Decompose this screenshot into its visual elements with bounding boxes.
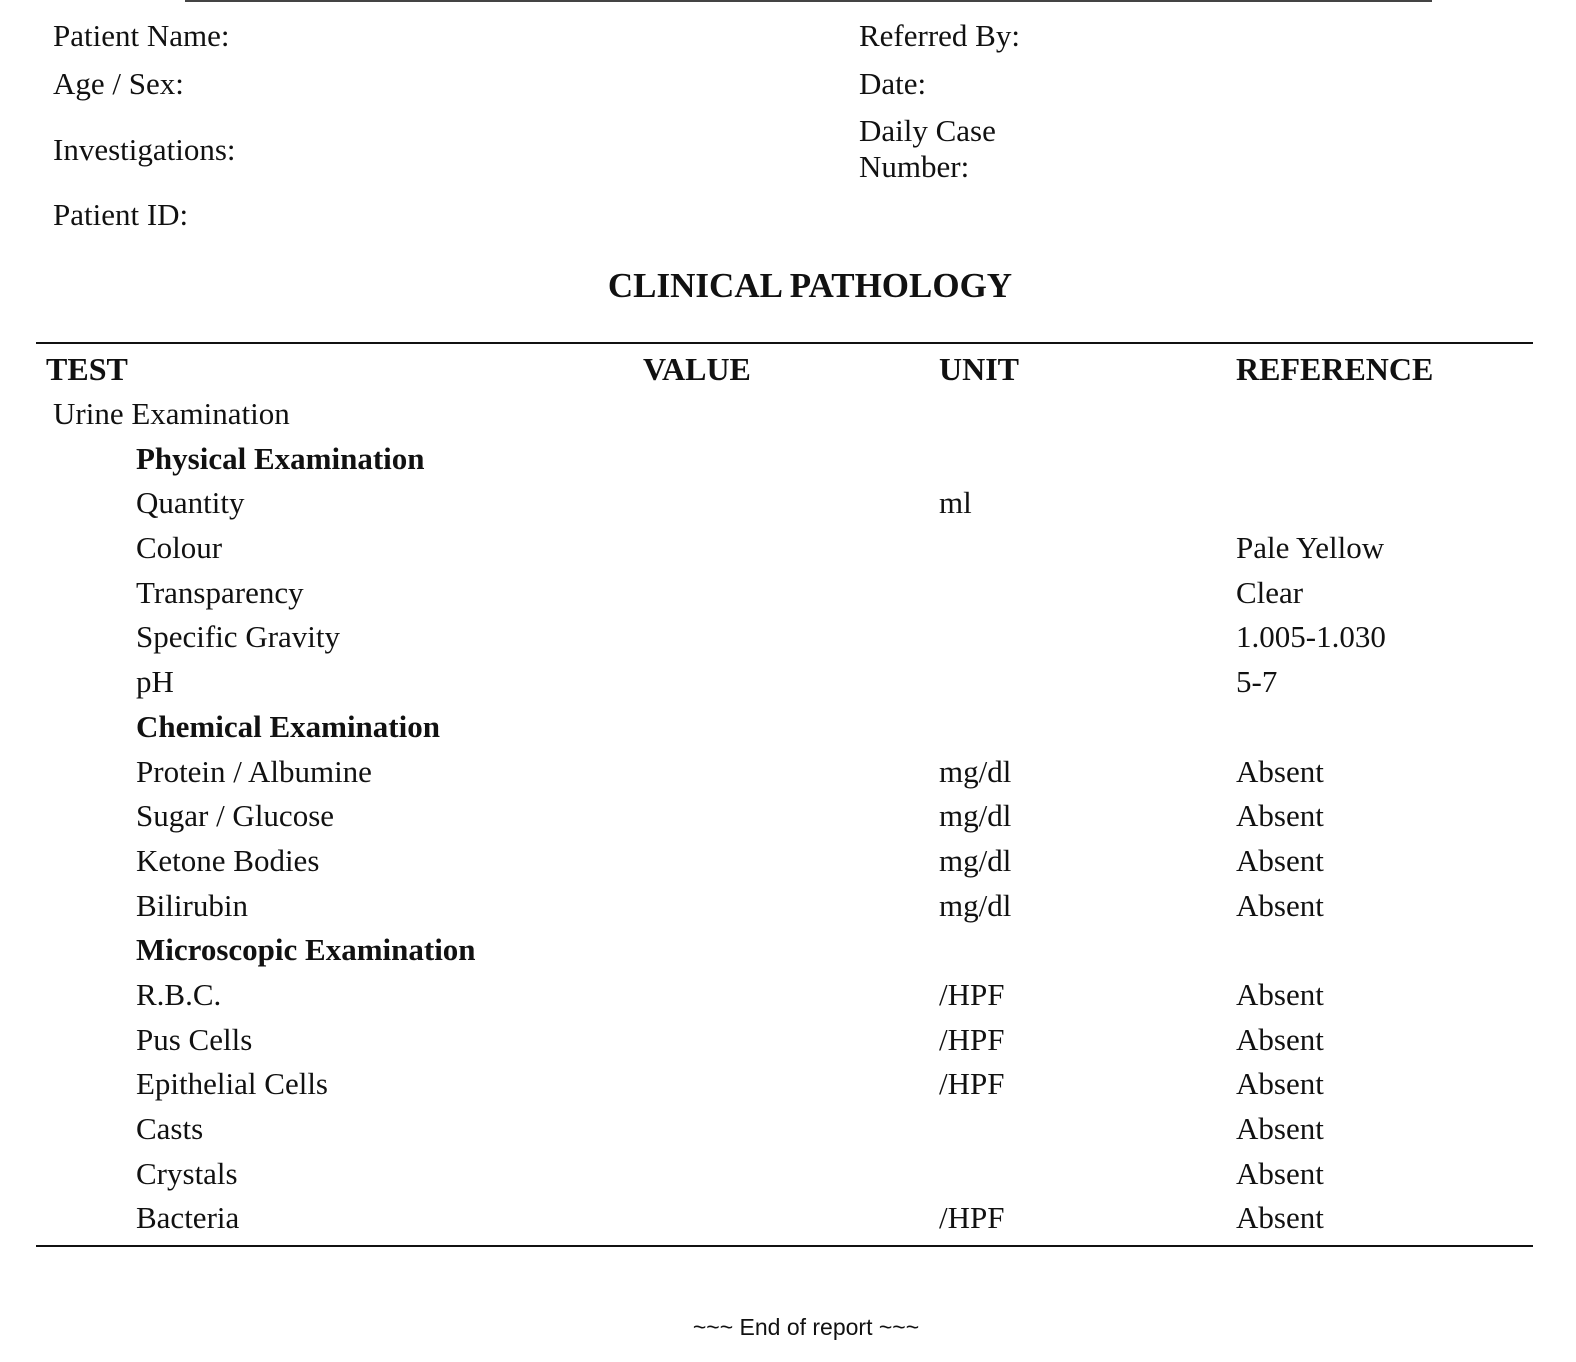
column-header-test: TEST (46, 351, 128, 387)
table-row (36, 839, 1533, 884)
test-unit: mg/dl (939, 887, 1012, 923)
test-unit: mg/dl (939, 842, 1012, 878)
table-row (36, 571, 1533, 616)
table-row (36, 750, 1533, 795)
patient-id-label: Patient ID: (53, 197, 189, 232)
table-header-row (36, 344, 1533, 392)
table-row (36, 1107, 1533, 1152)
table-row (36, 1196, 1533, 1241)
test-reference: Absent (1236, 887, 1324, 923)
test-reference: Absent (1236, 753, 1324, 789)
test-unit: mg/dl (939, 798, 1012, 834)
test-name: Bilirubin (136, 887, 248, 923)
test-reference: Absent (1236, 1021, 1324, 1057)
subgroup-row-chemical (36, 705, 1533, 750)
test-name: Crystals (136, 1155, 238, 1191)
subgroup-title: Chemical Examination (136, 708, 440, 744)
table-row (36, 794, 1533, 839)
test-name: Quantity (136, 485, 245, 521)
test-unit: /HPF (939, 1066, 1005, 1102)
test-reference: Absent (1236, 798, 1324, 834)
subgroup-title: Microscopic Examination (136, 932, 476, 968)
test-name: Casts (136, 1111, 204, 1146)
referred-by-label: Referred By: (859, 18, 1020, 53)
table-row (36, 615, 1533, 660)
test-reference: Absent (1236, 842, 1324, 878)
table-row (36, 481, 1533, 526)
subgroup-row-microscopic (36, 928, 1533, 973)
table-row (36, 1152, 1533, 1197)
test-unit: /HPF (939, 1200, 1005, 1236)
test-reference: 1.005-1.030 (1236, 619, 1386, 655)
test-name: Colour (136, 530, 223, 566)
daily-case-number-label: Daily Case Number: (859, 113, 996, 184)
subgroup-title: Physical Examination (136, 440, 425, 476)
test-unit: mg/dl (939, 753, 1012, 789)
test-name: Protein / Albumine (136, 753, 372, 789)
column-header-unit: UNIT (939, 351, 1020, 387)
test-reference: Pale Yellow (1236, 530, 1385, 566)
test-unit: /HPF (939, 976, 1005, 1012)
test-reference: Clear (1236, 574, 1304, 610)
test-name: Ketone Bodies (136, 842, 320, 878)
table-row (36, 884, 1533, 929)
test-reference: Absent (1236, 1066, 1324, 1102)
age-sex-label: Age / Sex: (53, 66, 184, 101)
test-unit: /HPF (939, 1021, 1005, 1057)
table-row (36, 973, 1533, 1018)
table-row (36, 1018, 1533, 1063)
results-table (36, 342, 1533, 1247)
test-unit: ml (939, 485, 972, 521)
test-name: Bacteria (136, 1200, 240, 1236)
test-reference: Absent (1236, 1155, 1324, 1191)
patient-name-label: Patient Name: (53, 18, 230, 53)
table-row (36, 1062, 1533, 1107)
test-reference: Absent (1236, 1200, 1324, 1236)
test-name: Epithelial Cells (136, 1066, 328, 1102)
date-label: Date: (859, 66, 927, 101)
test-reference: 5-7 (1236, 664, 1278, 700)
subgroup-row-physical (36, 437, 1533, 482)
test-reference: Absent (1236, 976, 1324, 1012)
test-name: Specific Gravity (136, 619, 341, 655)
column-header-reference: REFERENCE (1236, 351, 1434, 387)
end-of-report-note: ~~~ End of report ~~~ (692, 1314, 920, 1340)
test-name: Transparency (136, 574, 304, 610)
investigations-label: Investigations: (53, 132, 236, 167)
test-name: Pus Cells (136, 1021, 253, 1057)
top-divider (185, 0, 1432, 2)
group-row-urine-examination (36, 392, 1533, 437)
section-title: CLINICAL PATHOLOGY (607, 266, 1013, 305)
test-name: Sugar / Glucose (136, 798, 335, 834)
table-row (36, 526, 1533, 571)
test-reference: Absent (1236, 1111, 1324, 1146)
group-title: Urine Examination (53, 396, 290, 431)
test-name: pH (136, 664, 174, 700)
test-name: R.B.C. (136, 976, 222, 1012)
table-row (36, 660, 1533, 705)
column-header-value: VALUE (643, 351, 751, 387)
